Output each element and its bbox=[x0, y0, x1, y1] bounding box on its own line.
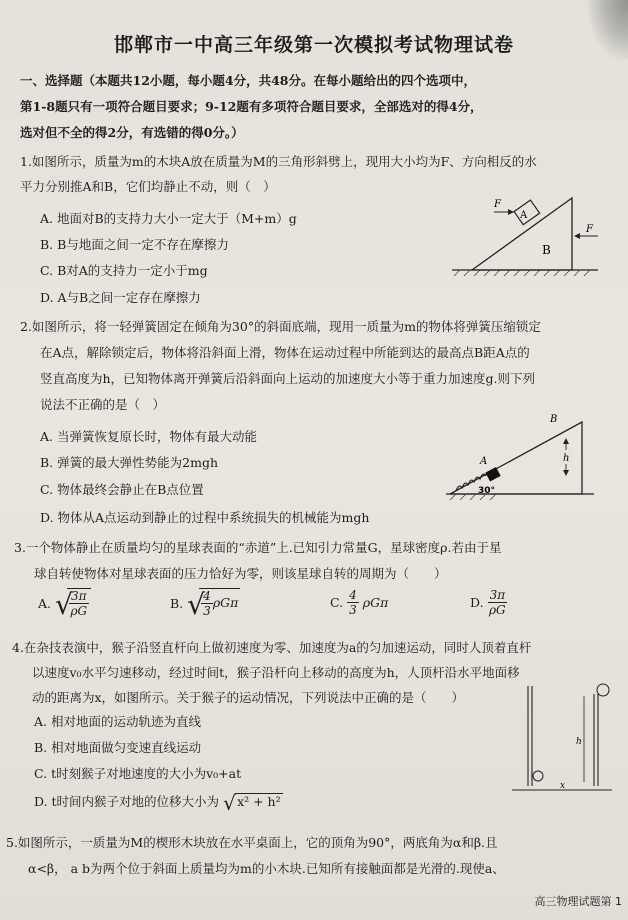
q4-stem-line-3: 动的距离为x，如图所示。关于猴子的运动情况，下列说法中正确的是（ ） bbox=[32, 690, 465, 705]
q4-option-b: B. 相对地面做匀变速直线运动 bbox=[34, 740, 202, 755]
q1-option-c: C. B对A的支持力一定小于mg bbox=[40, 263, 208, 278]
q2-stem-line-4: 说法不正确的是（ ） bbox=[40, 397, 166, 412]
q4-option-c: C. t时刻猴子对地速度的大小为v₀+at bbox=[34, 766, 242, 781]
q2-option-a: A. 当弹簧恢复原长时，物体有最大动能 bbox=[40, 429, 257, 444]
q3-stem-line-1: 3.一个物体静止在质量均匀的星球表面的“赤道”上.已知引力常量G，星球密度ρ.若由于星 bbox=[14, 540, 502, 555]
sqrt-symbol: √ x² + h² bbox=[223, 791, 281, 815]
q1-option-b: B. B与地面之间一定不存在摩擦力 bbox=[40, 237, 229, 252]
q2-fig-label-h: h bbox=[563, 453, 570, 464]
q3-option-b: B. √ $\frac{4}{3}$ ρGπ bbox=[170, 588, 239, 621]
page-title: 邯郸市一中高三年级第一次模拟考试物理试卷 bbox=[113, 34, 514, 56]
q2-stem-line-1: 2.如图所示，将一轻弹簧固定在倾角为30°的斜面底端，现用一质量为m的物体将弹簧压缩锁定 bbox=[20, 319, 541, 334]
q1-option-d: D. A与B之间一定存在摩擦力 bbox=[40, 290, 201, 305]
q1-option-a: A. 地面对B的支持力大小一定大于（M+m）g bbox=[40, 211, 297, 226]
q3-option-d: D. $\frac{3\pi}{\rho G}$ bbox=[470, 588, 506, 617]
q1-figure-wedge bbox=[450, 190, 600, 280]
section-line-2: 第1-8题只有一项符合题目要求；9-12题有多项符合题目要求，全部选对的得4分， bbox=[20, 99, 483, 114]
q4-figure-monkey-pole bbox=[510, 682, 614, 794]
q2-stem-line-3: 竖直高度为h，已知物体离开弹簧后沿斜面向上运动的加速度大小等于重力加速度g.则下列 bbox=[40, 371, 536, 386]
page-footer: 高三物理试题第 1 bbox=[534, 895, 622, 908]
q1-stem-line-2: 平力分别推A和B，它们均静止不动，则（ ） bbox=[20, 179, 276, 194]
q3-stem-line-2: 球自转使物体对星球表面的压力恰好为零，则该星球自转的周期为（ ） bbox=[34, 566, 447, 581]
q2-option-b: B. 弹簧的最大弹性势能为2mgh bbox=[40, 455, 218, 470]
q1-fig-label-a: A bbox=[520, 210, 528, 221]
q2-option-c: C. 物体最终会静止在B点位置 bbox=[40, 482, 204, 497]
q2-fig-label-b: B bbox=[550, 414, 558, 425]
q5-stem-line-2: α<β， a b为两个位于斜面上质量均为m的小木块.已知所有接触面都是光滑的.现使a、 bbox=[28, 861, 505, 876]
section-line-3: 选对但不全的得2分，有选错的得0分。） bbox=[20, 125, 244, 140]
q2-option-d: D. 物体从A点运动到静止的过程中系统损失的机械能为mgh bbox=[40, 510, 370, 525]
q2-fig-label-angle: 30° bbox=[478, 486, 496, 496]
q1-fig-label-f-right: F bbox=[586, 224, 593, 235]
sqrt-symbol: √ $\frac{3\pi}{\rho G}$ bbox=[55, 588, 91, 618]
sqrt-symbol: √ $\frac{4}{3}$ ρGπ bbox=[187, 588, 239, 621]
q2-fig-label-a: A bbox=[480, 456, 488, 467]
q4-stem-line-1: 4.在杂技表演中，猴子沿竖直杆向上做初速度为零、加速度为a的匀加速运动，同时人顶着直杆 bbox=[12, 640, 532, 655]
q4-stem-line-2: 以速度v₀水平匀速移动，经过时间t，猴子沿杆向上移动的高度为h，人顶杆沿水平地面移 bbox=[32, 665, 520, 680]
q4-fig-label-x: x bbox=[560, 781, 566, 791]
q1-stem-line-1: 1.如图所示，质量为m的木块A放在质量为M的三角形斜劈上，现用大小均为F、方向相反的水 bbox=[20, 154, 537, 169]
q1-fig-label-f-left: F bbox=[494, 199, 501, 210]
q5-stem-line-1: 5.如图所示，一质量为M的楔形木块放在水平桌面上，它的顶角为90°，两底角为α和β.且 bbox=[6, 835, 498, 850]
q4-fig-label-h: h bbox=[576, 737, 582, 747]
q3-option-c: C. $\frac{4}{3}$ ρGπ bbox=[330, 588, 389, 617]
q4-option-d: D. t时间内猴子对地的位移大小为 √ x² + h² bbox=[34, 791, 281, 815]
q3-option-a: A. √ $\frac{3\pi}{\rho G}$ bbox=[38, 588, 91, 618]
q2-stem-line-2: 在A点，解除锁定后，物体将沿斜面上滑，物体在运动过程中所能到达的最高点B距A点的 bbox=[40, 345, 530, 360]
q4-option-a: A. 相对地面的运动轨迹为直线 bbox=[34, 714, 201, 729]
q1-fig-label-b: B bbox=[542, 243, 551, 257]
section-line-1: 一、选择题（本题共12小题，每小题4分，共48分。在每小题给出的四个选项中， bbox=[20, 73, 476, 88]
q2-figure-incline bbox=[442, 412, 602, 502]
